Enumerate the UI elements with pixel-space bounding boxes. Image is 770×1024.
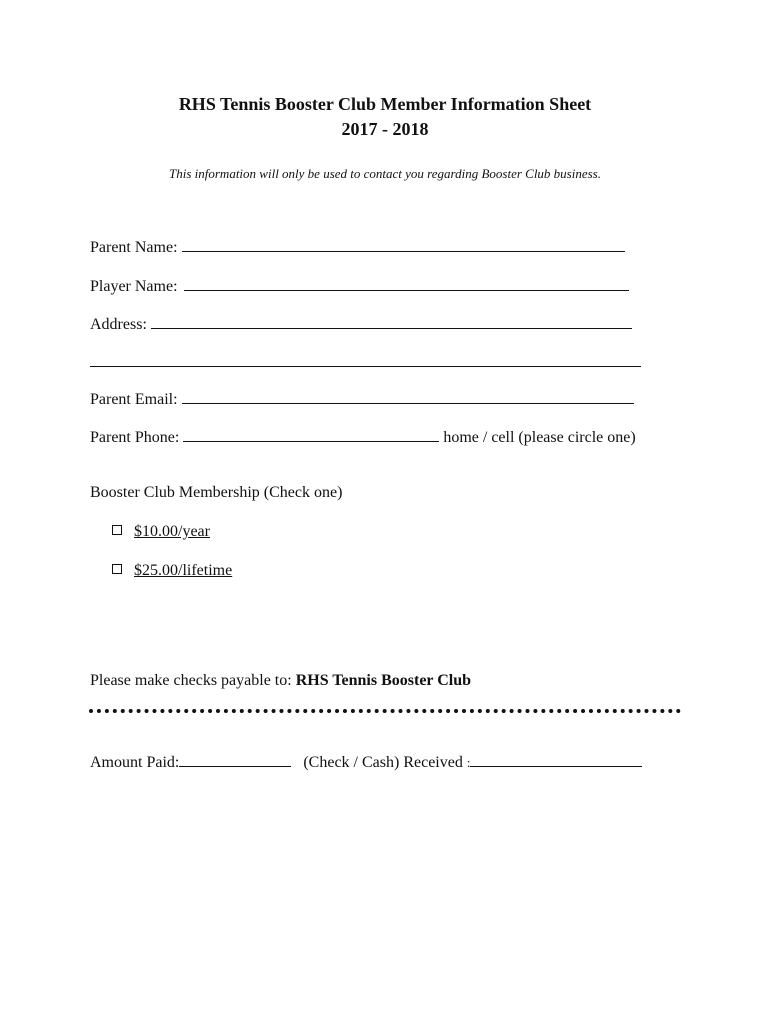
player-name-label: Player Name:	[90, 278, 178, 295]
membership-option-label: $25.00/lifetime	[134, 562, 233, 579]
payment-method-text: (Check / Cash) Received	[303, 754, 467, 771]
address-row	[90, 314, 632, 334]
parent-name-field[interactable]	[182, 237, 625, 252]
amount-paid-field[interactable]	[179, 752, 291, 767]
parent-email-label: Parent Email:	[90, 391, 178, 408]
parent-phone-field[interactable]	[183, 427, 439, 442]
received-colon: :	[466, 755, 471, 770]
address-label: Address:	[90, 316, 147, 333]
payable-text: Please make checks payable to:	[90, 672, 296, 689]
form-title: RHS Tennis Booster Club Member Information Sheet	[178, 94, 592, 114]
checkbox-icon[interactable]	[112, 525, 122, 535]
payable-to-name: RHS Tennis Booster Club	[295, 672, 472, 689]
membership-option-label: $10.00/year	[134, 523, 210, 540]
received-field[interactable]	[470, 752, 642, 767]
payable-row	[90, 672, 471, 690]
phone-type-note: home / cell (please circle one)	[443, 429, 636, 446]
parent-name-label: Parent Name:	[90, 239, 178, 256]
parent-email-row	[90, 389, 634, 409]
parent-phone-label: Parent Phone:	[90, 429, 180, 446]
checkbox-icon[interactable]	[112, 564, 122, 574]
membership-option-yearly[interactable]	[112, 523, 210, 541]
membership-option-lifetime[interactable]	[112, 562, 232, 580]
amount-paid-row	[90, 752, 642, 772]
form-year: 2017 - 2018	[341, 119, 429, 139]
membership-heading: Booster Club Membership (Check one)	[90, 484, 343, 501]
form-subtitle: This information will only be used to contact you regarding Booster Club business.	[169, 166, 601, 181]
amount-paid-label: Amount Paid:	[90, 754, 180, 771]
parent-email-field[interactable]	[182, 389, 634, 404]
parent-name-row	[90, 237, 625, 257]
cut-line-divider	[89, 709, 681, 713]
parent-phone-row	[90, 427, 636, 447]
address-field-line-1[interactable]	[151, 314, 632, 329]
player-name-row	[90, 276, 629, 296]
player-name-field[interactable]	[184, 276, 629, 291]
address-field-line-2[interactable]	[90, 366, 641, 367]
